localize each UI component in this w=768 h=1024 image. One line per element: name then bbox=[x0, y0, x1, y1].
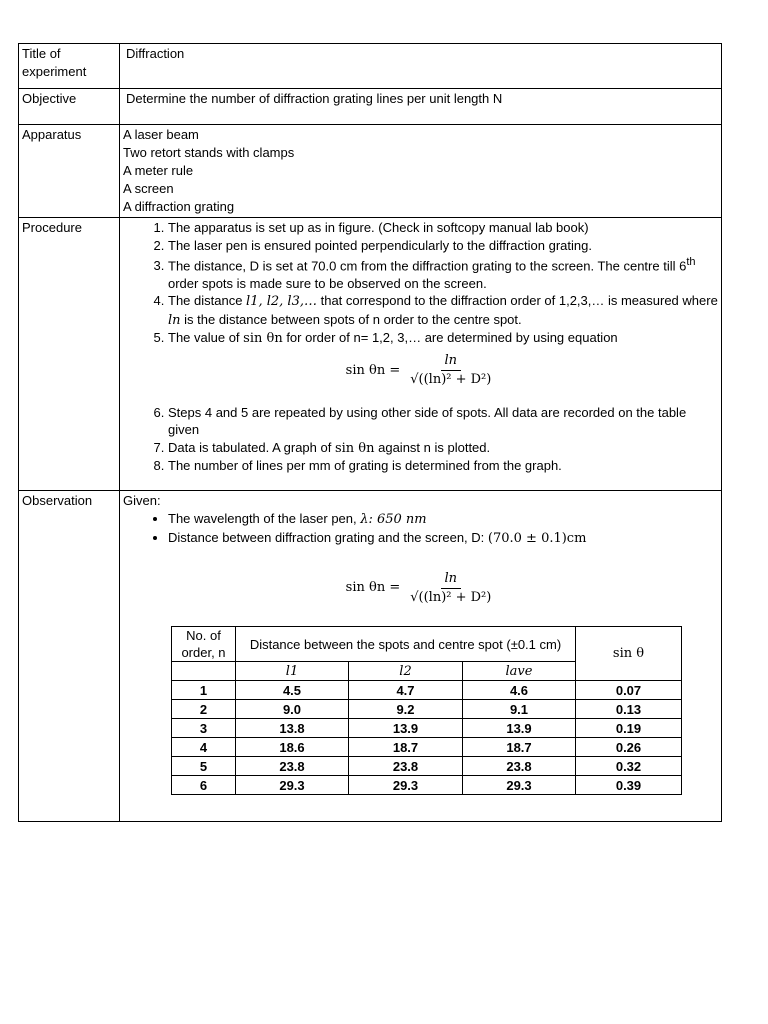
table-cell-l1: 9.0 bbox=[236, 700, 349, 719]
header-order: No. of order, n bbox=[172, 627, 236, 662]
header-distance: Distance between the spots and centre spot (±0.1 cm) bbox=[236, 627, 576, 662]
procedure-step: 3. The distance, D is set at 70.0 cm from the diffraction grating to the screen. The centre till 6th order spots is made sure to be observed on the screen. bbox=[168, 254, 718, 292]
objective-label: Objective bbox=[19, 89, 120, 125]
table-cell-l2: 29.3 bbox=[349, 776, 463, 795]
table-cell-lave: 23.8 bbox=[463, 757, 576, 776]
table-cell-sin: 0.19 bbox=[576, 719, 682, 738]
table-row bbox=[172, 719, 682, 738]
table-row bbox=[172, 776, 682, 795]
apparatus-list bbox=[120, 125, 722, 218]
table-cell-n: 1 bbox=[172, 681, 236, 700]
given-label: Given: bbox=[123, 493, 161, 508]
given-item: • Distance between diffraction grating and the screen, D: (70.0 ± 0.1)cm bbox=[168, 529, 718, 548]
procedure-content bbox=[120, 218, 722, 491]
table-cell-l2: 13.9 bbox=[349, 719, 463, 738]
sine-equation: sin θn = $\frac{\ln}{\text{√((ln)² + D²)}}$ bbox=[345, 353, 492, 388]
table-cell-lave: 9.1 bbox=[463, 700, 576, 719]
apparatus-label: Apparatus bbox=[19, 125, 120, 218]
table-cell-l2: 18.7 bbox=[349, 738, 463, 757]
table-cell-l1: 29.3 bbox=[236, 776, 349, 795]
procedure-step: 4. The distance l1, l2, l3,… that correspond to the diffraction order of 1,2,3,… is measured where ln is the distance between spots of n order to the centre spot. bbox=[168, 292, 718, 329]
procedure-steps bbox=[123, 219, 718, 475]
procedure-label: Procedure bbox=[19, 218, 120, 491]
table-cell-l1: 18.6 bbox=[236, 738, 349, 757]
observation-content bbox=[120, 491, 722, 822]
procedure-step: 2. The laser pen is ensured pointed perpendicularly to the diffraction grating. bbox=[168, 237, 718, 255]
table-row bbox=[172, 738, 682, 757]
table-cell-sin: 0.39 bbox=[576, 776, 682, 795]
apparatus-row bbox=[19, 125, 722, 218]
header-sin: sin θ bbox=[576, 627, 682, 681]
procedure-step: 8. The number of lines per mm of grating is determined from the graph. bbox=[168, 457, 718, 475]
table-body bbox=[172, 681, 682, 795]
table-cell-lave: 13.9 bbox=[463, 719, 576, 738]
objective-value: Determine the number of diffraction grating lines per unit length N bbox=[120, 89, 722, 125]
apparatus-item: A diffraction grating bbox=[123, 199, 235, 214]
lab-sheet-table bbox=[18, 43, 722, 822]
table-cell-l2: 4.7 bbox=[349, 681, 463, 700]
apparatus-item: A meter rule bbox=[123, 163, 194, 178]
table-cell-l1: 13.8 bbox=[236, 719, 349, 738]
sine-equation-observation: sin θn = $\frac{\ln}{\text{√((ln)² + D²)}}$ bbox=[345, 570, 492, 605]
table-cell-sin: 0.26 bbox=[576, 738, 682, 757]
objective-row bbox=[19, 89, 722, 125]
title-label: Title of experiment bbox=[19, 44, 120, 89]
table-row bbox=[172, 757, 682, 776]
apparatus-item: Two retort stands with clamps bbox=[123, 145, 295, 160]
table-cell-sin: 0.07 bbox=[576, 681, 682, 700]
given-list bbox=[123, 510, 718, 548]
table-row bbox=[172, 681, 682, 700]
table-cell-l1: 23.8 bbox=[236, 757, 349, 776]
apparatus-item: A laser beam bbox=[123, 127, 199, 142]
table-cell-n: 3 bbox=[172, 719, 236, 738]
table-cell-l2: 23.8 bbox=[349, 757, 463, 776]
observation-label: Observation bbox=[19, 491, 120, 822]
table-cell-l1: 4.5 bbox=[236, 681, 349, 700]
given-item: • The wavelength of the laser pen, λ: 650 nm bbox=[168, 510, 718, 529]
header-l2: l2 bbox=[349, 662, 463, 681]
table-cell-lave: 4.6 bbox=[463, 681, 576, 700]
procedure-step: 7. Data is tabulated. A graph of sin θn against n is plotted. bbox=[168, 439, 718, 458]
table-cell-lave: 29.3 bbox=[463, 776, 576, 795]
title-value: Diffraction bbox=[120, 44, 722, 89]
procedure-step: 6. Steps 4 and 5 are repeated by using other side of spots. All data are recorded on the table given bbox=[168, 404, 718, 439]
table-cell-n: 4 bbox=[172, 738, 236, 757]
table-cell-sin: 0.32 bbox=[576, 757, 682, 776]
procedure-step: 1. The apparatus is set up as in figure. (Check in softcopy manual lab book) bbox=[168, 219, 718, 237]
table-cell-n: 5 bbox=[172, 757, 236, 776]
table-cell-n: 2 bbox=[172, 700, 236, 719]
observation-row bbox=[19, 491, 722, 822]
table-cell-n: 6 bbox=[172, 776, 236, 795]
table-header-row bbox=[172, 627, 682, 662]
table-cell-sin: 0.13 bbox=[576, 700, 682, 719]
procedure-row bbox=[19, 218, 722, 491]
header-lave: lave bbox=[463, 662, 576, 681]
title-row bbox=[19, 44, 722, 89]
header-l1: l1 bbox=[236, 662, 349, 681]
apparatus-item: A screen bbox=[123, 181, 174, 196]
table-cell-l2: 9.2 bbox=[349, 700, 463, 719]
observation-data-table bbox=[171, 626, 682, 795]
table-cell-lave: 18.7 bbox=[463, 738, 576, 757]
table-row bbox=[172, 700, 682, 719]
procedure-step: 5. The value of sin θn for order of n= 1,2, 3,… are determined by using equation sin θn = $\frac{\ln}{\text{√((ln)² + D²)}}$ bbox=[168, 329, 718, 404]
header-blank bbox=[172, 662, 236, 681]
